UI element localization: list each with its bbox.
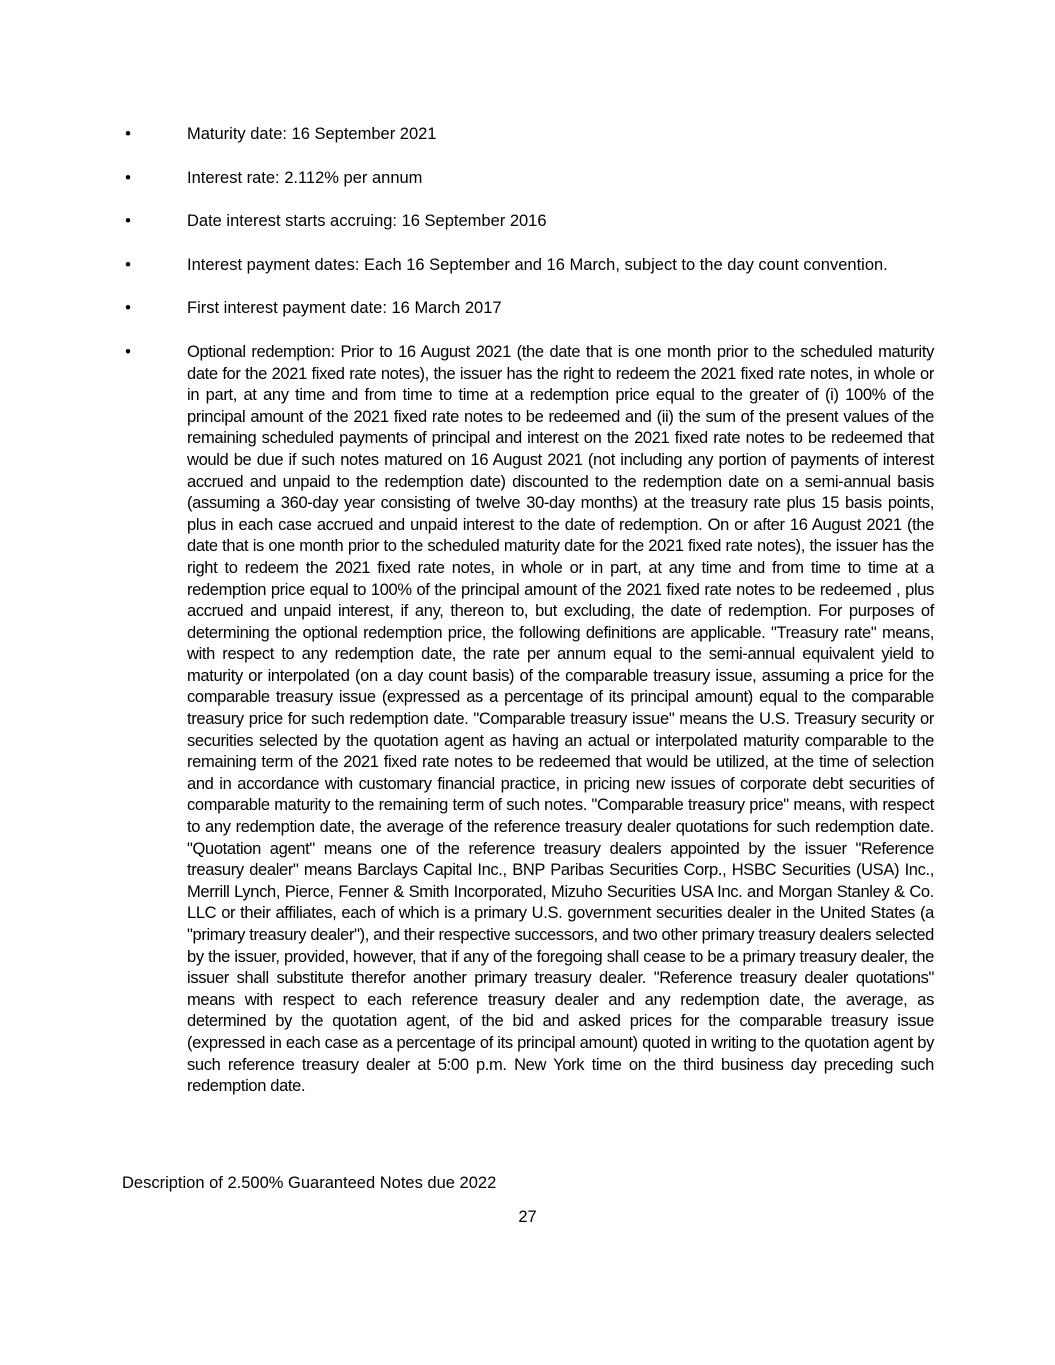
bullet-marker: • xyxy=(125,299,131,318)
list-item-interest-rate xyxy=(122,168,934,190)
bullet-marker: • xyxy=(125,125,131,143)
list-item-text: Date interest starts accruing: 16 September 2016 xyxy=(187,212,547,231)
list-item-text: Interest payment dates: Each 16 September and 16 March, subject to the day count convention. xyxy=(187,255,888,274)
bullet-list xyxy=(122,124,934,1098)
bullet-marker: • xyxy=(125,212,131,231)
list-item-text: First interest payment date: 16 March 2017 xyxy=(187,299,502,318)
list-item-first-payment-date xyxy=(122,298,934,320)
bullet-marker: • xyxy=(125,168,131,187)
list-item-text: Maturity date: 16 September 2021 xyxy=(187,125,437,143)
page-number: 27 xyxy=(518,1208,537,1226)
bullet-marker: • xyxy=(125,342,131,361)
section-heading: Description of 2.500% Guaranteed Notes due 2022 xyxy=(122,1174,497,1192)
list-item-text: Interest rate: 2.112% per annum xyxy=(187,168,423,187)
list-item-accrual-date xyxy=(122,211,934,233)
list-item-maturity-date xyxy=(122,124,934,146)
bullet-marker: • xyxy=(125,255,131,274)
list-item-text: Optional redemption: Prior to 16 August 2021 (the date that is one month prior to the scheduled maturity date for the 2021 fixed rate notes), the issuer has the right to redeem the 2021 fixed rate notes, in whole or in part, at any time and from time to time at a redemption price equal to the greater of (i) 100% of the principal amount of the 2021 fixed rate notes to be redeemed and (ii) the sum of the present values of the remaining scheduled payments of principal and interest on the 2021 fixed rate notes to be redeemed that would be due if such notes matured on 16 August 2021 (not including any portion of payments of interest accrued and unpaid to the redemption date) discounted to the redemption date on a semi-annual basis (assuming a 360-day year consisting of twelve 30-day months) at the treasury rate plus 15 basis points, plus in each case accrued and unpaid interest to the date of redemption. On or after 16 August 2021 (the date that is one month prior to the scheduled maturity date for the 2021 fixed rate notes), the issuer has the right to redeem the 2021 fixed rate notes, in whole or in part, at any time and from time to time at a redemption price equal to 100% of the principal amount of the 2021 fixed rate notes to be redeemed , plus accrued and unpaid interest, if any, thereon to, but excluding, the date of redemption. For purposes of determining the optional redemption price, the following definitions are applicable. "Treasury rate" means, with respect to any redemption date, the rate per annum equal to the semi-annual equivalent yield to maturity or interpolated (on a day count basis) of the comparable treasury issue, assuming a price for the comparable treasury issue (expressed as a percentage of its principal amount) equal to the comparable treasury price for such redemption date. "Comparable treasury issue" means the U.S. Treasury security or securities selected by the quotation agent as having an actual or interpolated maturity comparable to the remaining term of the 2021 fixed rate notes to be redeemed that would be utilized, at the time of selection and in accordance with customary financial practice, in pricing new issues of corporate debt securities of comparable maturity to the remaining term of such notes. "Comparable treasury price" means, with respect to any redemption date, the average of the reference treasury dealer quotations for such redemption date. "Quotation agent" means one of the reference treasury dealers appointed by the issuer "Reference treasury dealer" means Barclays Capital Inc., BNP Paribas Securities Corp., HSBC Securities (USA) Inc., Merrill Lynch, Pierce, Fenner & Smith Incorporated, Mizuho Securities USA Inc. and Morgan Stanley & Co. LLC or their affiliates, each of which is a primary U.S. government securities dealer in the United States (a "primary treasury dealer"), and their respective successors, and two other primary treasury dealers selected by the issuer, provided, however, that if any of the foregoing shall cease to be a primary treasury dealer, the issuer shall substitute therefor another primary treasury dealer. "Reference treasury dealer quotations" means with respect to each reference treasury dealer and any redemption date, the average, as determined by the quotation agent, of the bid and asked prices for the comparable treasury issue (expressed in each case as a percentage of its principal amount) quoted in writing to the quotation agent by such reference treasury dealer at 5:00 p.m. New York time on the third business day preceding such redemption date. xyxy=(187,342,934,1096)
list-item-payment-dates xyxy=(122,255,934,277)
list-item-optional-redemption xyxy=(122,342,934,1098)
